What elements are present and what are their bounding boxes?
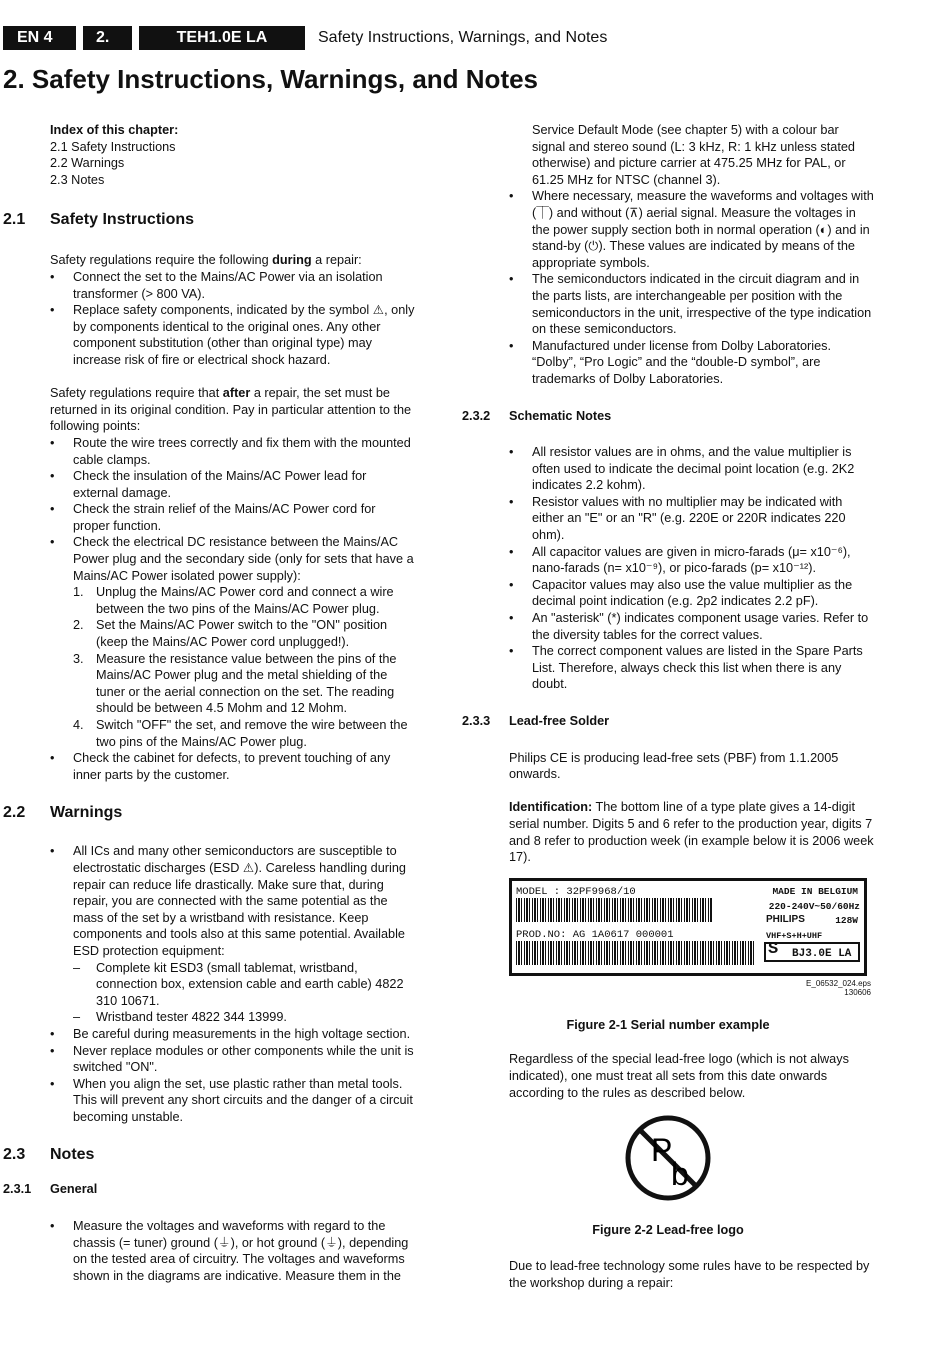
plate-volt: 220-240V~50/60Hz bbox=[768, 900, 860, 912]
index-item: 2.1 Safety Instructions bbox=[50, 139, 176, 154]
list-item: • Check the electrical DC resistance between the Mains/AC Power plug and the secondary side (only for sets that have a Mains/AC Power isolated power supply): 1. Unplug the Mains/AC Power cord and connect a wire between the two pins of the Mains/AC Power plug. 2. Set the Mains/AC Power switch to the "ON" position (keep the Mains/AC Power cord unplugged!). 3. Measure the resistance value between the pins of the Mains/AC Power plug and the metal shielding of the tuner or the aerial connection on the set. The reading should be between 4.5 Mohm and 12 Mohm. 4. Switch "OFF" the set, and remove the wire between the two pins of the Mains/AC Power plug. bbox=[50, 534, 415, 750]
list-item: • The correct component values are listed in the Spare Parts List. Therefore, always check this list when there is any doubt. bbox=[509, 643, 874, 693]
barcode bbox=[516, 898, 712, 922]
index-title: Index of this chapter: bbox=[50, 123, 179, 137]
paragraph: Service Default Mode (see chapter 5) with a colour bar signal and stereo sound (L: 3 kHz, R: 1 kHz unless stated otherwise) and picture carrier at 475.25 MHz for PAL, or 61.25 MHz for NTSC (channel 3). bbox=[532, 123, 855, 187]
header-title: Safety Instructions, Warnings, and Notes bbox=[318, 29, 608, 46]
list-item: • Be careful during measurements in the high voltage section. bbox=[50, 1026, 415, 1043]
chapter-title: 2. Safety Instructions, Warnings, and Notes bbox=[3, 64, 539, 94]
plate-watt: 128W bbox=[835, 914, 858, 926]
plate-code-box bbox=[764, 939, 860, 962]
plate-bands: VHF+S+H+UHF bbox=[766, 930, 823, 941]
left-column bbox=[3, 122, 415, 1284]
paragraph: Safety regulations require the following during a repair: bbox=[50, 253, 362, 268]
index-item: 2.3 Notes bbox=[50, 172, 105, 187]
chapter-tag: 2. bbox=[83, 26, 132, 50]
paragraph: Philips CE is producing lead-free sets (PBF) from 1.1.2005 onwards. bbox=[509, 750, 839, 782]
plate-s: S bbox=[768, 939, 779, 959]
list-item: • Measure the voltages and waveforms with regard to the chassis (= tuner) ground (⏚), or hot ground (⏚), depending on the tested area of circuitry. The voltages and waveforms shown in the diagrams are indicative. Measure them in the bbox=[50, 1218, 415, 1284]
lead-free-logo bbox=[509, 1113, 827, 1208]
index-item: 2.2 Warnings bbox=[50, 156, 125, 171]
logo-p: P bbox=[651, 1132, 673, 1169]
list-item: • Manufactured under license from Dolby Laboratories. “Dolby”, “Pro Logic” and the “double-D symbol”, are trademarks of Dolby Laboratories. bbox=[509, 338, 874, 388]
page-header bbox=[0, 26, 950, 50]
lead-free-icon bbox=[623, 1113, 713, 1203]
right-column bbox=[462, 122, 874, 1292]
list-item: • Never replace modules or other components while the unit is switched "ON". bbox=[50, 1043, 415, 1076]
model-tag: TEH1.0E LA bbox=[139, 26, 305, 50]
paragraph: Due to lead-free technology some rules have to be respected by the workshop during a repair: bbox=[509, 1259, 870, 1290]
figure-caption: Figure 2-2 Lead-free logo bbox=[592, 1222, 744, 1237]
plate-prod: PROD.NO: AG 1A0617 000001 bbox=[516, 928, 674, 941]
type-plate bbox=[509, 878, 867, 976]
list-item: • An "asterisk" (*) indicates component usage varies. Refer to the diversity tables for the correct values. bbox=[509, 610, 874, 643]
list-item: • The semiconductors indicated in the circuit diagram and in the parts lists, are interchangeable per position with the semiconductors in the unit, irrespective of the type indication on these semiconductors. bbox=[509, 271, 874, 337]
section-heading: 2.1 Safety Instructions bbox=[3, 211, 195, 229]
paragraph: Safety regulations require that after a repair, the set must be returned in its original condition. Pay in particular attention to the following points: bbox=[50, 386, 412, 434]
list-item: • Route the wire trees correctly and fix them with the mounted cable clamps. bbox=[50, 435, 415, 468]
subsection-heading: 2.3.2 Schematic Notes bbox=[462, 408, 612, 423]
sub-item: – Complete kit ESD3 (small tablemat, wristband, connection box, extension cable and earth cable) 4822 310 10671. bbox=[73, 960, 415, 1010]
subsection-heading: 2.3.1 General bbox=[3, 1182, 98, 1197]
step-item: 4. Switch "OFF" the set, and remove the wire between the two pins of the Mains/AC Power plug. bbox=[73, 717, 415, 750]
page-number-tag: EN 4 bbox=[3, 26, 76, 50]
list-item: • Connect the set to the Mains/AC Power via an isolation transformer (> 800 VA). bbox=[50, 269, 415, 302]
list-item: • All resistor values are in ohms, and the value multiplier is often used to indicate the decimal point location (e.g. 2K2 indicates 2.2 kohm). bbox=[509, 444, 874, 494]
list-item: • Capacitor values may also use the value multiplier as the decimal point indication (e.g. 2p2 indicates 2.2 pF). bbox=[509, 577, 874, 610]
figure-caption: Figure 2-1 Serial number example bbox=[566, 1017, 770, 1032]
list-item: • Check the insulation of the Mains/AC Power lead for external damage. bbox=[50, 468, 415, 501]
logo-b: b bbox=[671, 1156, 689, 1193]
plate-made: MADE IN BELGIUM bbox=[772, 885, 858, 897]
list-item: • Resistor values with no multiplier may be indicated with either an "E" or an "R" (e.g. 220E or 220R indicates 220 ohm). bbox=[509, 494, 874, 544]
list-item: • When you align the set, use plastic rather than metal tools. This will prevent any short circuits and the danger of a circuit becoming unstable. bbox=[50, 1076, 415, 1126]
plate-brand: PHILIPS bbox=[766, 913, 805, 925]
list-item: • Check the strain relief of the Mains/AC Power cord for proper function. bbox=[50, 501, 415, 534]
paragraph: Identification: The bottom line of a type plate gives a 14-digit serial number. Digits 5 and 6 refer to the production year, digits 7 and 8 refer to production week (in example below it is 2006 week 17). bbox=[509, 800, 874, 865]
paragraph: Regardless of the special lead-free logo (which is not always indicated), one must treat all sets from this date onwards according to the rules as described below. bbox=[509, 1052, 849, 1100]
plate-model: MODEL : 32PF9968/10 bbox=[516, 885, 636, 898]
barcode bbox=[516, 941, 754, 965]
section-heading: 2.3 Notes bbox=[3, 1146, 95, 1164]
list-item: • Check the cabinet for defects, to prevent touching of any inner parts by the customer. bbox=[50, 750, 415, 783]
sub-item: – Wristband tester 4822 344 13999. bbox=[73, 1009, 415, 1026]
subsection-heading: 2.3.3 Lead-free Solder bbox=[462, 714, 610, 728]
section-heading: 2.2 Warnings bbox=[3, 804, 123, 822]
step-item: 1. Unplug the Mains/AC Power cord and connect a wire between the two pins of the Mains/AC Power plug. bbox=[73, 584, 415, 617]
list-item: • Replace safety components, indicated by the symbol ⚠, only by components identical to the original ones. Any other component substitution (other than original type) may increase risk of fire or electrical shock hazard. bbox=[50, 302, 415, 368]
plate-code: BJ3.0E LA bbox=[792, 947, 852, 960]
step-item: 3. Measure the resistance value between the pins of the Mains/AC Power plug and the metal shielding of the tuner or the aerial connection on the set. The reading should be between 4.5 Mohm and 12 Mohm. bbox=[73, 651, 415, 717]
eps-label: E_06532_024.eps 130606 bbox=[806, 978, 871, 997]
list-item: • Where necessary, measure the waveforms and voltages with (⏉) and without (⊼) aerial signal. Measure the voltages in the power supply section both in normal operation (◐) and in stand-by (⏻). These values are indicated by means of the appropriate symbols. bbox=[509, 188, 874, 271]
list-item: • All ICs and many other semiconductors are susceptible to electrostatic discharges (ESD ⚠). Careless handling during repair can reduce life drastically. Make sure that, during repair, you are connected with the same potential as the mass of the set by a wristband with resistance. Keep components and tools also at this same potential. Available ESD protection equipment: – Complete kit ESD3 (small tablemat, wristband, connection box, extension cable and earth cable) 4822 310 10671. – Wristband tester 4822 344 13999. bbox=[50, 843, 415, 1026]
list-item: • All capacitor values are given in micro-farads (μ= x10⁻⁶), nano-farads (n= x10⁻⁹), or pico-farads (p= x10⁻¹²). bbox=[509, 544, 874, 577]
step-item: 2. Set the Mains/AC Power switch to the "ON" position (keep the Mains/AC Power cord unplugged!). bbox=[73, 617, 415, 650]
